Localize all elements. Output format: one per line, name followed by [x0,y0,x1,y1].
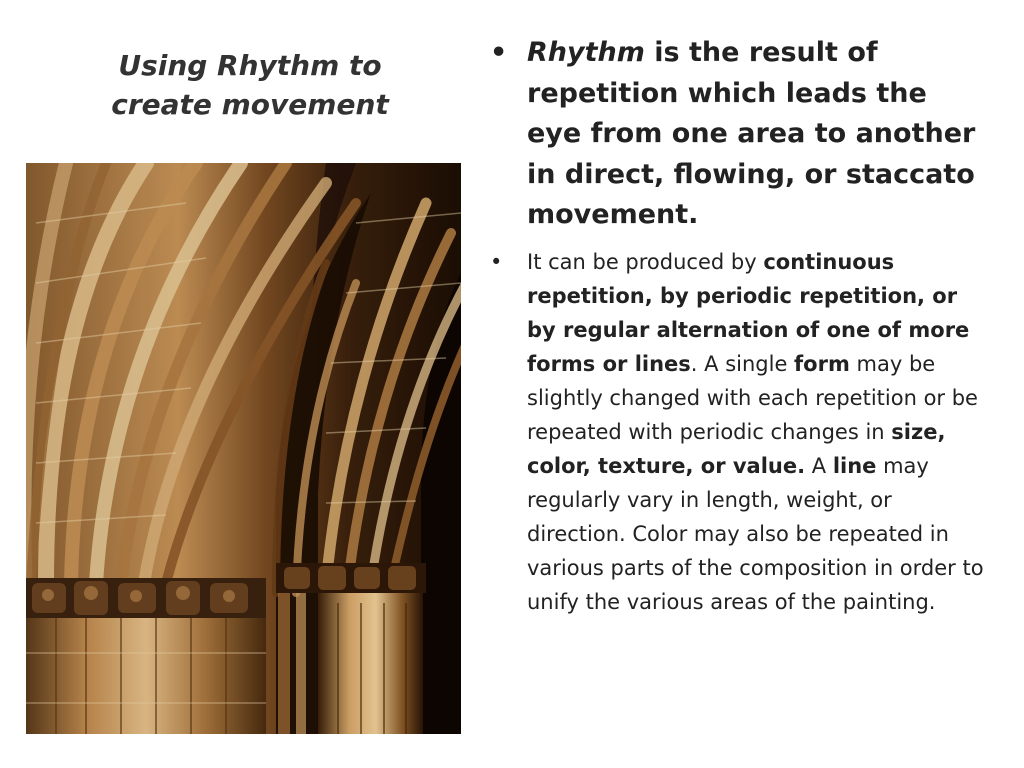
bullet-rhythm-production [490,245,990,619]
gothic-vaulted-arches-photo-icon [26,163,461,734]
rhythm-definition-text: is the result of repetition which leads the eye from one area to another in direct, flowing, or staccato movement. [527,37,976,230]
sub-text-2: continuous repetition, by periodic repetition, or by regular alternation of one of more forms or lines [527,249,970,376]
slide-title-line-1: Using Rhythm to [118,49,382,82]
sub-text-7: A [805,453,833,478]
gothic-arches-photo [26,163,461,734]
sub-text-4: form [794,351,850,376]
sub-text-6: size, color, texture, or value. [527,419,946,478]
sub-text-9: may regularly vary in length, weight, or direction. Color may also be repeated in various parts of the composition in order to unify the various areas of the painting. [527,453,984,614]
sub-text-3: . A single [690,351,795,376]
sub-text-8: line [832,453,877,478]
sub-text-5: may be slightly changed with each repetition or be repeated with periodic changes in [527,351,978,444]
sub-text-1: It can be produced by [527,249,764,274]
slide-title-line-2: create movement [111,88,389,121]
slide-title [30,46,470,124]
bullet-marker: • [490,37,508,68]
rhythm-term: Rhythm [527,37,645,68]
bullet-marker: • [490,249,503,274]
bullet-list [490,33,990,619]
bullet-rhythm-definition [490,33,990,236]
